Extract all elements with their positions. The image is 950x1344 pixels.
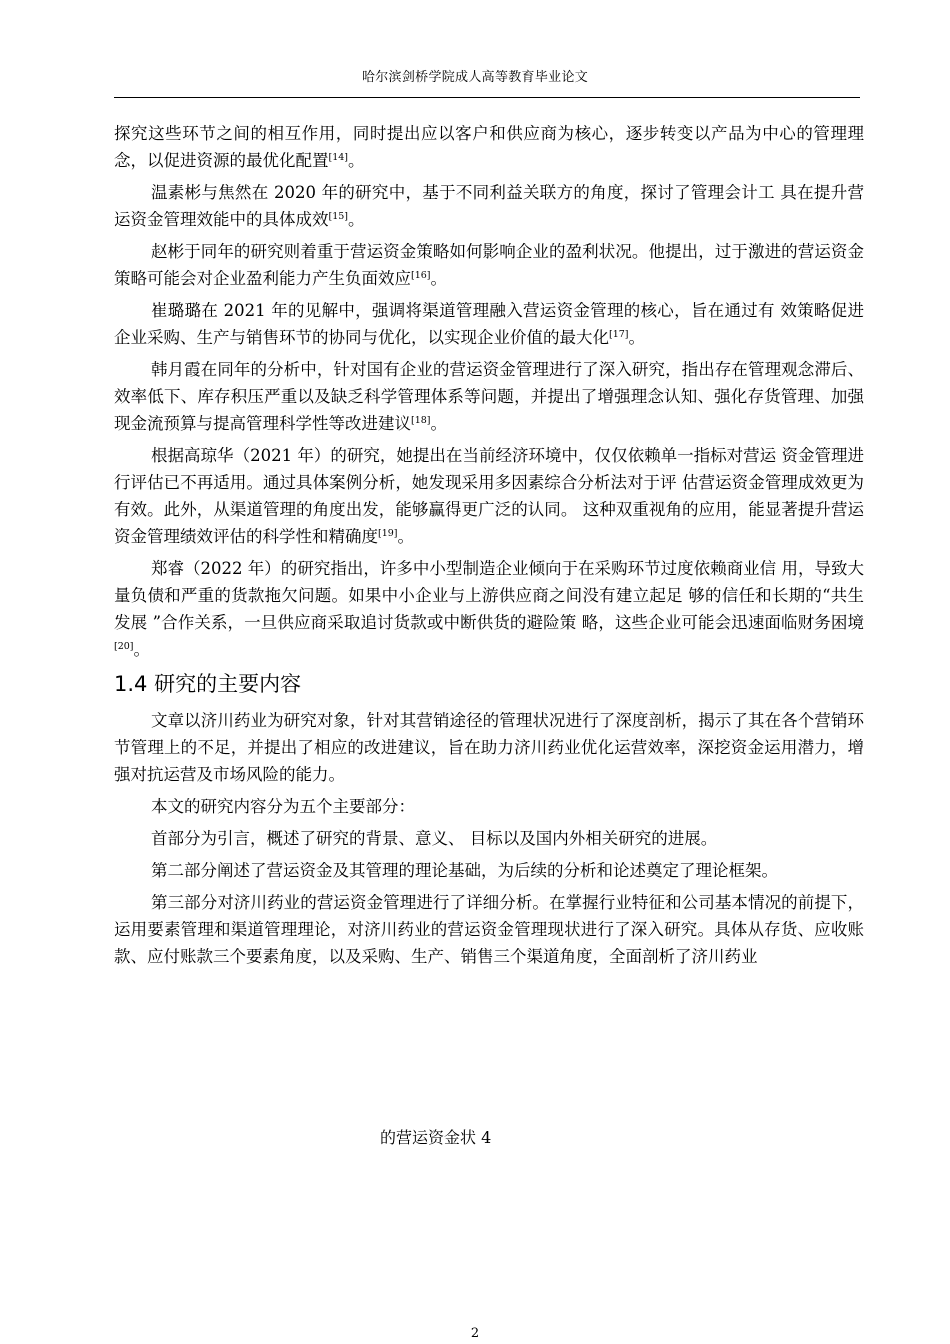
paragraph: 探究这些环节之间的相互作用，同时提出应以客户和供应商为核心，逐步转变以产品为中心的管理理念，以促进资源的最优化配置[14]。 bbox=[114, 124, 864, 170]
paragraph: 温素彬与焦然在 2020 年的研究中，基于不同利益关联方的角度，探讨了管理会计工 具在提升营运资金管理效能中的具体成效[15]。 bbox=[114, 183, 864, 229]
paragraph: 第二部分阐述了营运资金及其管理的理论基础，为后续的分析和论述奠定了理论框架。 bbox=[151, 861, 778, 880]
citation: [17] bbox=[609, 329, 629, 340]
paragraph: 文章以济川药业为研究对象，针对其营销途径的管理状况进行了深度剖析，揭示了其在各个营销环节管理上的不足，并提出了相应的改进建议，旨在助力济川药业优化运营效率，深挖资金运用潜力，增强对抗运营及市场风险的能力。 bbox=[114, 711, 864, 784]
paragraph: 本文的研究内容分为五个主要部分： bbox=[151, 797, 415, 816]
citation: [16] bbox=[411, 270, 431, 281]
paragraph: 赵彬于同年的研究则着重于营运资金策略如何影响企业的盈利状况。他提出，过于激进的营运资金策略可能会对企业盈利能力产生负面效应[16]。 bbox=[114, 242, 864, 288]
paragraph: 根据高琼华（2021 年）的研究，她提出在当前经济环境中，仅仅依赖单一指标对营运 资金管理进行评估已不再适用。通过具体案例分析，她发现采用多因素综合分析法对于评 估营运资金管理成效更为有效。此外，从渠道管理的角度出发，能够赢得更广泛的认同。 这种双重视角的应用，能显著提升营运资金管理绩效评估的科学性和精确度[19]。 bbox=[114, 446, 864, 546]
paragraph: 韩月霞在同年的分析中，针对国有企业的营运资金管理进行了深入研究，指出存在管理观念滞后、效率低下、库存积压严重以及缺乏科学管理体系等问题，并提出了增强理念认知、强化存货管理、加强现金流预算与提高管理科学性等改进建议[18]。 bbox=[114, 360, 864, 433]
clipped-text-line: 的营运资金状 4 bbox=[380, 1128, 492, 1147]
citation: [18] bbox=[411, 415, 431, 426]
citation: [15] bbox=[328, 211, 349, 222]
citation: [19] bbox=[378, 528, 398, 539]
citation: [14] bbox=[328, 152, 349, 163]
paragraph: 第三部分对济川药业的营运资金管理进行了详细分析。在掌握行业特征和公司基本情况的前提下，运用要素管理和渠道管理理论，对济川药业的营运资金管理现状进行了深入研究。具体从存货、应收账款、应付账款三个要素角度，以及采购、生产、销售三个渠道角度，全面剖析了济川药业 bbox=[114, 893, 864, 966]
body-text bbox=[114, 120, 864, 970]
paragraph: 首部分为引言，概述了研究的背景、意义、 目标以及国内外相关研究的进展。 bbox=[151, 829, 718, 848]
paragraph: 郑睿（2022 年）的研究指出，许多中小型制造企业倾向于在采购环节过度依赖商业信 用，导致大量负债和严重的货款拖欠问题。如果中小企业与上游供应商之间没有建立起足 够的信任和长期的“共生发展 ”合作关系，一旦供应商采取追讨货款或中断供货的避险策 略，这些企业可能会迅速面临财务困境[20]。 bbox=[114, 559, 864, 659]
paragraph: 崔璐璐在 2021 年的见解中，强调将渠道管理融入营运资金管理的核心，旨在通过有 效策略促进企业采购、生产与销售环节的协同与优化，以实现企业价值的最大化[17]。 bbox=[114, 301, 864, 347]
header-rule bbox=[114, 97, 860, 98]
running-header: 哈尔滨剑桥学院成人高等教育毕业论文 bbox=[361, 70, 589, 85]
section-heading: 1.4 研究的主要内容 bbox=[114, 672, 302, 696]
citation: [20] bbox=[114, 641, 134, 652]
page-number: 2 bbox=[470, 1326, 480, 1341]
